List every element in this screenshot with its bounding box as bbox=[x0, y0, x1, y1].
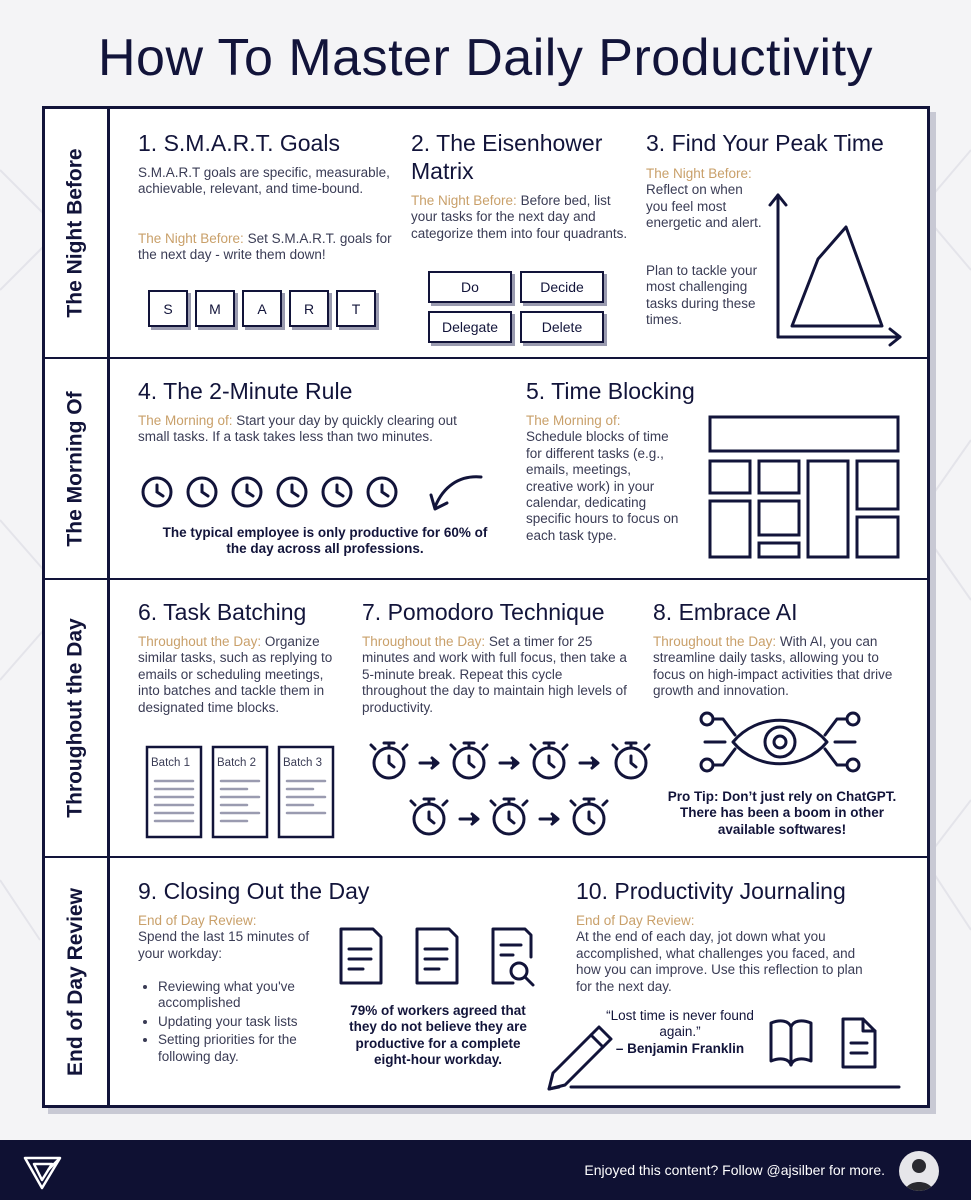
section-2-tip: The Night Before: Before bed, list your tasks for the next day and categorize them into four quadrants. bbox=[411, 193, 628, 241]
section-9-bullet-list bbox=[138, 979, 328, 1067]
batch-3-label: Batch 3 bbox=[283, 757, 322, 769]
row-divider bbox=[45, 578, 927, 580]
section-10-heading: 10. Productivity Journaling bbox=[576, 878, 846, 904]
section-6-heading: 6. Task Batching bbox=[138, 599, 307, 625]
section-9-tip: End of Day Review: Spend the last 15 minutes of your workday: bbox=[138, 913, 310, 961]
avatar-person-icon bbox=[899, 1151, 939, 1191]
list-item: • Reviewing what you've accomplished bbox=[158, 979, 328, 1012]
checklist-documents-icon bbox=[333, 927, 541, 991]
matrix-delete-box: Delete bbox=[520, 311, 604, 343]
section-4-stat: The typical employee is only productive for 60% of the day across all professions. bbox=[162, 525, 488, 557]
batch-1-label: Batch 1 bbox=[151, 757, 190, 769]
row-divider bbox=[45, 357, 927, 359]
row-label-end-of-day: End of Day Review bbox=[64, 887, 88, 1076]
smart-letter-box: S bbox=[148, 290, 188, 327]
smart-letter-box: A bbox=[242, 290, 282, 327]
infographic-frame bbox=[42, 106, 930, 1108]
matrix-delegate-box: Delegate bbox=[428, 311, 512, 343]
section-4-tip: The Morning of: Start your day by quickly clearing out small tasks. If a task takes less than two minutes. bbox=[138, 413, 457, 445]
section-8-heading: 8. Embrace AI bbox=[653, 599, 798, 625]
section-3-plan-text: Plan to tackle your most challenging tasks during these times. bbox=[646, 263, 758, 328]
journal-pencil-icons bbox=[539, 1009, 909, 1101]
section-7-heading: 7. Pomodoro Technique bbox=[362, 599, 605, 625]
section-9-stat: 79% of workers agreed that they do not believe they are productive for a complete eight-hour workday. bbox=[349, 1003, 527, 1068]
page-title: How To Master Daily Productivity bbox=[97, 29, 874, 87]
avatar[interactable] bbox=[899, 1151, 939, 1191]
row-label-night-before: The Night Before bbox=[64, 148, 88, 318]
section-9-heading: 9. Closing Out the Day bbox=[138, 878, 370, 904]
section-1-tip: The Night Before: Set S.M.A.R.T. goals for the next day - write them down! bbox=[138, 231, 392, 263]
calendar-blocks-icon bbox=[705, 413, 901, 563]
footer-bar bbox=[0, 1140, 971, 1200]
section-5-tip: The Morning of: Schedule blocks of time for different tasks (e.g., emails, meetings, creative work) in your calendar, dedicating specific hours to focus on each task type. bbox=[526, 413, 679, 543]
peak-time-chart-icon bbox=[760, 189, 910, 349]
smart-letter-box: T bbox=[336, 290, 376, 327]
brand-logo-icon bbox=[22, 1150, 64, 1192]
section-2-heading: 2. The Eisenhower Matrix bbox=[411, 130, 603, 184]
ai-eye-icon bbox=[695, 709, 865, 775]
smart-letter-box: M bbox=[195, 290, 235, 327]
smart-letter-box: R bbox=[289, 290, 329, 327]
section-5-heading: 5. Time Blocking bbox=[526, 378, 695, 404]
section-3-heading: 3. Find Your Peak Time bbox=[646, 130, 884, 156]
row-divider bbox=[45, 856, 927, 858]
matrix-decide-box: Decide bbox=[520, 271, 604, 303]
row-label-throughout-day: Throughout the Day bbox=[64, 618, 88, 818]
row-label-morning-of: The Morning Of bbox=[64, 390, 87, 547]
section-8-pro-tip: Pro Tip: Don’t just rely on ChatGPT. There has been a boom in other available softwares! bbox=[667, 789, 897, 837]
section-7-tip: Throughout the Day: Set a timer for 25 minutes and work with full focus, then take a 5-minute break. Repeat this cycle throughout the day to maintain high levels of productivity. bbox=[362, 634, 627, 715]
list-item: • Updating your task lists bbox=[158, 1014, 328, 1030]
column-divider bbox=[107, 109, 110, 1105]
footer-follow-text[interactable]: Enjoyed this content? Follow @ajsilber for more. bbox=[584, 1162, 885, 1178]
section-6-tip: Throughout the Day: Organize similar tasks, such as replying to emails or scheduling meetings, into batches and tackle them in designated time blocks. bbox=[138, 634, 333, 715]
batch-2-label: Batch 2 bbox=[217, 757, 256, 769]
section-1-heading: 1. S.M.A.R.T. Goals bbox=[138, 130, 340, 156]
pomodoro-timers-icon bbox=[367, 729, 653, 839]
matrix-do-box: Do bbox=[428, 271, 512, 303]
clock-row-icons bbox=[138, 475, 398, 509]
section-10-quote: “Lost time is never found again.” – Benjamin Franklin bbox=[606, 1008, 754, 1056]
section-10-tip: End of Day Review: At the end of each day, jot down what you accomplished, what challenges you faced, and how you can improve. Use this reflection to plan for the next day. bbox=[576, 913, 863, 994]
curved-arrow-icon bbox=[425, 471, 489, 515]
section-3-tip: The Night Before: Reflect on when you feel most energetic and alert. bbox=[646, 166, 762, 231]
section-8-tip: Throughout the Day: With AI, you can streamline daily tasks, allowing you to focus on high-impact activities that drive growth and innovation. bbox=[653, 634, 893, 699]
section-1-description: S.M.A.R.T goals are specific, measurable, achievable, relevant, and time-bound. bbox=[138, 165, 390, 197]
section-4-heading: 4. The 2-Minute Rule bbox=[138, 378, 353, 404]
list-item: • Setting priorities for the following day. bbox=[158, 1032, 328, 1065]
